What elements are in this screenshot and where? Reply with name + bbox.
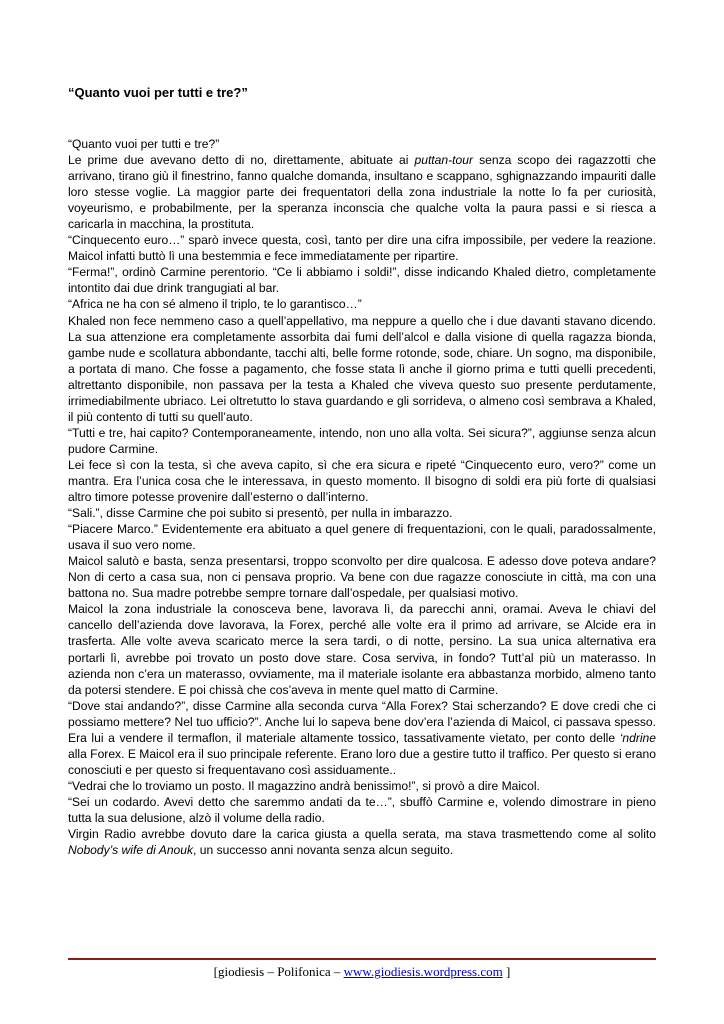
paragraph-text: senza scopo dei ragazzotti che arrivano, tirano giù il finestrino, fanno qualche domanda, insultano e scappano, sghignazzando impauriti dalle loro stesse voglie. La maggior parte dei frequentatori della zona industriale la notte lo fa per curiosità, voyeurismo, e probabilmente, per la speranza inconscia che qualche volta la paura passi e si riesca a caricarla in macchina, la prostituta. <box>68 153 656 232</box>
document-title: “Quanto vuoi per tutti e tre?” <box>68 85 248 100</box>
paragraph <box>68 296 656 312</box>
footer-link[interactable]: www.giodiesis.wordpress.com <box>343 964 503 979</box>
paragraph-text: “Vedrai che lo troviamo un posto. Il magazzino andrà benissimo!”, si provò a dire Maicol. <box>68 778 540 793</box>
paragraph <box>68 778 656 794</box>
paragraph <box>68 264 656 296</box>
paragraph-text: , un successo anni novanta senza alcun seguito. <box>193 843 454 858</box>
paragraph-text: alla Forex. E Maicol era il suo principale referente. Erano loro due a gestire tutto il traffico. Per questo si erano conosciuti e per questo si frequentavano così assiduamente.. <box>68 746 656 777</box>
paragraph-text: Le prime due avevano detto di no, direttamente, abituate ai <box>68 153 415 168</box>
paragraph <box>68 313 656 425</box>
footer-suffix: ] <box>502 964 511 979</box>
paragraph-text: Maicol salutò e basta, senza presentarsi, troppo sconvolto per dire qualcosa. E adesso dove poteva andare? Non di certo a casa sua, non ci pensava proprio. Va bene con due ragazze conosciute in città, ma con una battona no. Sua madre potrebbe sempre tornare dall’ospedale, per qualsiasi motivo. <box>68 554 656 601</box>
paragraph-text: “Piacere Marco.” Evidentemente era abituato a quel genere di frequentazioni, con le quali, paradossalmente, usava il suo vero nome. <box>68 522 656 553</box>
paragraph-text: Maicol la zona industriale la conosceva bene, lavorava lì, da parecchi anni, oramai. Aveva le chiavi del cancello dell’azienda dove lavorava, la Forex, perché alle volte era il primo ad arrivare, se Alcide era in trasferta. Alle volte aveva scaricato merce la sera tardi, o di notte, persino. La sua unica alternativa era portarli lì, avrebbe poi trovato un posto dove stare. Cosa serviva, in fondo? Tutt’al più un materasso. In azienda non c’era un materasso, ovviamente, ma il materiale isolante era abbastanza morbido, almeno tanto da potersi stendere. E poi chissà che cos’aveva in mente quel matto di Carmine. <box>68 602 656 697</box>
paragraph-text: “Ferma!”, ordinò Carmine perentorio. “Ce li abbiamo i soldi!”, disse indicando Khaled dietro, completamente intontito dai due drink trangugiati al bar. <box>68 265 656 296</box>
paragraph <box>68 232 656 264</box>
paragraph <box>68 521 656 553</box>
paragraph <box>68 826 656 858</box>
paragraph <box>68 136 656 152</box>
paragraph-text: Khaled non fece nemmeno caso a quell’appellativo, ma neppure a quello che i due davanti stavano dicendo. La sua attenzione era completamente assorbita dai fumi dell’alcol e dalla visione di quella ragazza bionda, gambe nude e scollatura abbondante, tacchi alti, belle forme rotonde, sode, chiare. Un sogno, ma disponibile, a portata di mano. Che fosse a pagamento, che fosse stata lì anche il giorno prima e tutti quelli precedenti, altrettanto disponibile, non passava per la testa a Khaled che viveva questo suo presente perdutamente, irrimediabilmente ubriaco. Lei oltretutto lo stava guardando e gli sorrideva, o almeno così sembrava a Khaled, il più contento di tutti su quell’auto. <box>68 313 656 424</box>
paragraph-text: “Sei un codardo. Avevi detto che saremmo andati da te…”, sbuffò Carmine e, volendo dimostrare in pieno tutta la sua delusione, alzò il volume della radio. <box>68 794 656 825</box>
paragraph <box>68 698 656 778</box>
footer-prefix: [giodiesis – Polifonica – <box>213 964 344 979</box>
paragraph-text: “Dove stai andando?”, disse Carmine alla seconda curva “Alla Forex? Stai scherzando? E dove credi che ci possiamo mettere? Nel tuo ufficio?”. Anche lui lo sapeva bene dov’era l’azienda di Maicol, ci passava spesso. Era lui a vendere il termaflon, il materiale altamente tossico, tassativamente vietato, per conto delle <box>68 698 656 745</box>
paragraph-text: “Cinquecento euro…” sparò invece questa, così, tanto per dire una cifra impossibile, per vedere la reazione. Maicol infatti buttò lì una bestemmia e fece immediatamente per ripartire. <box>68 233 656 264</box>
paragraph <box>68 152 656 232</box>
italic-text: Nobody’s wife di Anouk <box>68 843 194 858</box>
paragraph-text: “Quanto vuoi per tutti e tre?” <box>68 137 220 151</box>
paragraph-text: Lei fece sì con la testa, sì che aveva capito, sì che era sicura e ripeté “Cinquecento euro, vero?” come un mantra. Era l’unica cosa che le interessava, in questo momento. Il bisogno di soldi era più forte di qualsiasi altro timore potesse provenire dall’esterno o dall’interno. <box>68 457 656 505</box>
paragraph-text: “Sali.”, disse Carmine che poi subito si presentò, per nulla in imbarazzo. <box>68 506 453 521</box>
italic-text: puttan-tour <box>414 153 473 168</box>
page-footer <box>0 963 724 981</box>
document-body <box>68 136 656 858</box>
paragraph <box>68 457 656 505</box>
paragraph <box>68 794 656 826</box>
paragraph-text: “Africa ne ha con sé almeno il triplo, te lo garantisco…” <box>68 297 362 312</box>
paragraph <box>68 505 656 521</box>
paragraph-text: Virgin Radio avrebbe dovuto dare la carica giusta a quella serata, ma stava trasmettendo come al solito <box>68 827 656 842</box>
paragraph-text: “Tutti e tre, hai capito? Contemporaneamente, intendo, non uno alla volta. Sei sicura?”, aggiunse senza alcun pudore Carmine. <box>68 425 656 456</box>
footer-rule <box>68 958 656 960</box>
paragraph <box>68 553 656 601</box>
paragraph <box>68 425 656 457</box>
italic-text: ‘ndrine <box>619 730 656 745</box>
paragraph <box>68 601 656 697</box>
